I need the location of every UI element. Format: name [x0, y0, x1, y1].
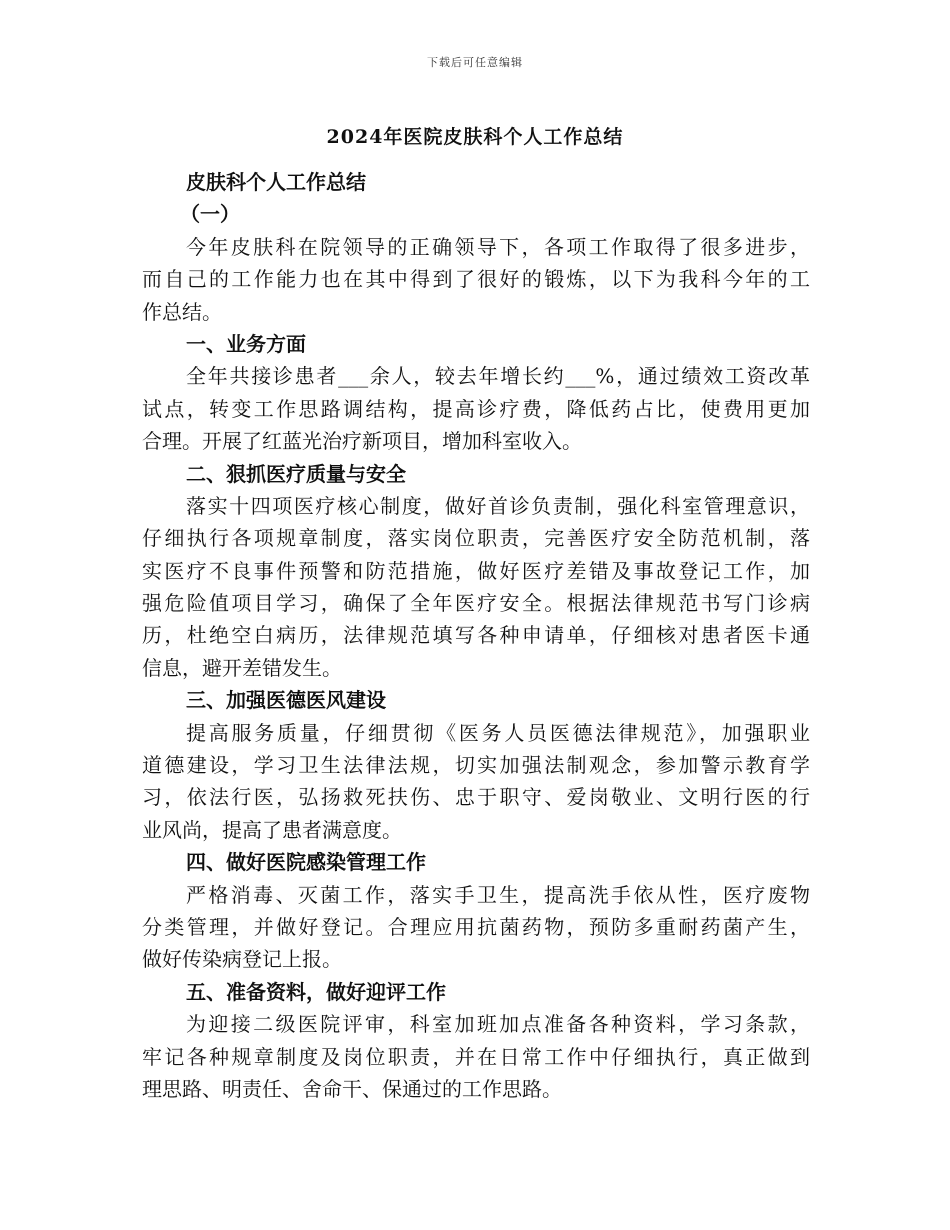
header-note: 下载后可任意编辑 — [427, 56, 523, 69]
paragraph-line: 落实十四项医疗核心制度，做好首诊负责制，强化科室管理意识， — [186, 493, 810, 518]
section-business — [142, 328, 810, 458]
paragraph-line: 牢记各种规章制度及岗位职责，并在日常工作中仔细执行，真正做到 — [142, 1044, 810, 1069]
paragraph-line: 分类管理，并做好登记。合理应用抗菌药物，预防多重耐药菌产生， — [142, 914, 810, 939]
paragraph-line: 信息，避开差错发生。 — [142, 655, 342, 680]
section-heading: 五、准备资料，做好迎评工作 — [186, 979, 446, 1004]
paragraph-line: 而自己的工作能力也在其中得到了很好的锻炼，以下为我科今年的工 — [142, 267, 810, 292]
section-infection-control — [142, 846, 810, 976]
paragraph-line: 提高服务质量，仔细贯彻《医务人员医德法律规范》，加强职业 — [186, 720, 810, 745]
paragraph-line: 全年共接诊患者___余人，较去年增长约___%，通过绩效工资改革 — [186, 364, 810, 389]
paragraph-line: 实医疗不良事件预警和防范措施，做好医疗差错及事故登记工作，加 — [142, 558, 810, 583]
paragraph-line: 仔细执行各项规章制度，落实岗位职责，完善医疗安全防范机制，落 — [142, 526, 810, 551]
section-heading: 二、狠抓医疗质量与安全 — [186, 461, 406, 486]
section-heading: 一、业务方面 — [186, 331, 306, 356]
paragraph-line: 作总结。 — [142, 299, 222, 324]
paragraph-line: 合理。开展了红蓝光治疗新项目，增加科室收入。 — [142, 429, 582, 454]
document-body — [142, 166, 810, 1105]
part-label: （一） — [180, 202, 240, 227]
paragraph-line: 理思路、明责任、舍命干、保通过的工作思路。 — [142, 1076, 562, 1101]
paragraph-line: 为迎接二级医院评审，科室加班加点准备各种资料，学习条款， — [186, 1012, 810, 1037]
paragraph-line: 历，杜绝空白病历，法律规范填写各种申请单，仔细核对患者医卡通 — [142, 623, 810, 648]
section-heading: 四、做好医院感染管理工作 — [186, 850, 426, 875]
subtitle: 皮肤科个人工作总结 — [186, 170, 366, 194]
paragraph-line: 做好传染病登记上报。 — [142, 947, 342, 972]
paragraph-line: 业风尚，提高了患者满意度。 — [142, 817, 402, 842]
paragraph-line: 强危险值项目学习，确保了全年医疗安全。根据法律规范书写门诊病 — [142, 591, 810, 616]
paragraph-line: 今年皮肤科在院领导的正确领导下，各项工作取得了很多进步， — [186, 234, 810, 259]
section-medical-ethics — [142, 684, 810, 846]
paragraph-line: 道德建设，学习卫生法律法规，切实加强法制观念，参加警示教育学 — [142, 753, 810, 778]
paragraph-line: 习，依法行医，弘扬救死扶伤、忠于职守、爱岗敬业、文明行医的行 — [142, 785, 810, 810]
paragraph-line: 试点，转变工作思路调结构，提高诊疗费，降低药占比，使费用更加 — [142, 396, 810, 421]
section-heading: 三、加强医德医风建设 — [186, 688, 386, 713]
document-title: 2024年医院皮肤科个人工作总结 — [326, 126, 624, 148]
intro-paragraph — [142, 231, 810, 328]
paragraph-line: 严格消毒、灭菌工作，落实手卫生，提高洗手依从性，医疗废物 — [186, 882, 810, 907]
section-quality-safety — [142, 458, 810, 685]
section-evaluation-prep — [142, 976, 810, 1106]
